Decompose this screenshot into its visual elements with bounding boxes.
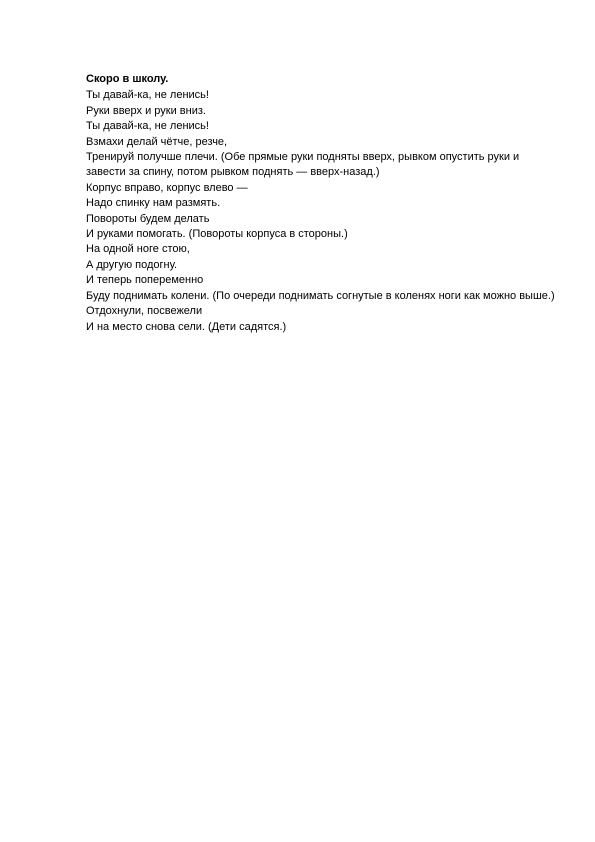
poem-line-14: Отдохнули, посвежели	[86, 305, 203, 318]
document-body	[86, 72, 556, 335]
poem-line-8: Повороты будем делать	[86, 212, 210, 225]
poem-line-11: А другую подогну.	[86, 258, 178, 271]
document-title: Скоро в школу.	[86, 73, 169, 85]
poem-line-10: На одной ноге стою,	[86, 243, 190, 256]
poem-line-9: И руками помогать. (Повороты корпуса в стороны.)	[86, 228, 348, 241]
poem-line-5: Тренируй получше плечи. (Обе прямые руки подняты вверх, рывком опустить руки и завести за спину, потом рывком поднять — вверх-назад.)	[86, 151, 520, 179]
poem-line-4: Взмахи делай чётче, резче,	[86, 135, 228, 148]
poem-line-13: Буду поднимать колени. (По очереди поднимать согнутые в коленях ноги как можно выше.)	[86, 289, 555, 302]
poem-line-2: Руки вверх и руки вниз.	[86, 104, 206, 117]
poem-line-1: Ты давай-ка, не ленись!	[86, 89, 209, 102]
poem-line-7: Надо спинку нам размять.	[86, 197, 221, 210]
poem-line-15: И на место снова сели. (Дети садятся.)	[86, 320, 287, 333]
poem-line-12: И теперь попеременно	[86, 274, 204, 287]
poem-line-3: Ты давай-ка, не ленись!	[86, 120, 209, 133]
poem-line-6: Корпус вправо, корпус влево —	[86, 181, 248, 194]
